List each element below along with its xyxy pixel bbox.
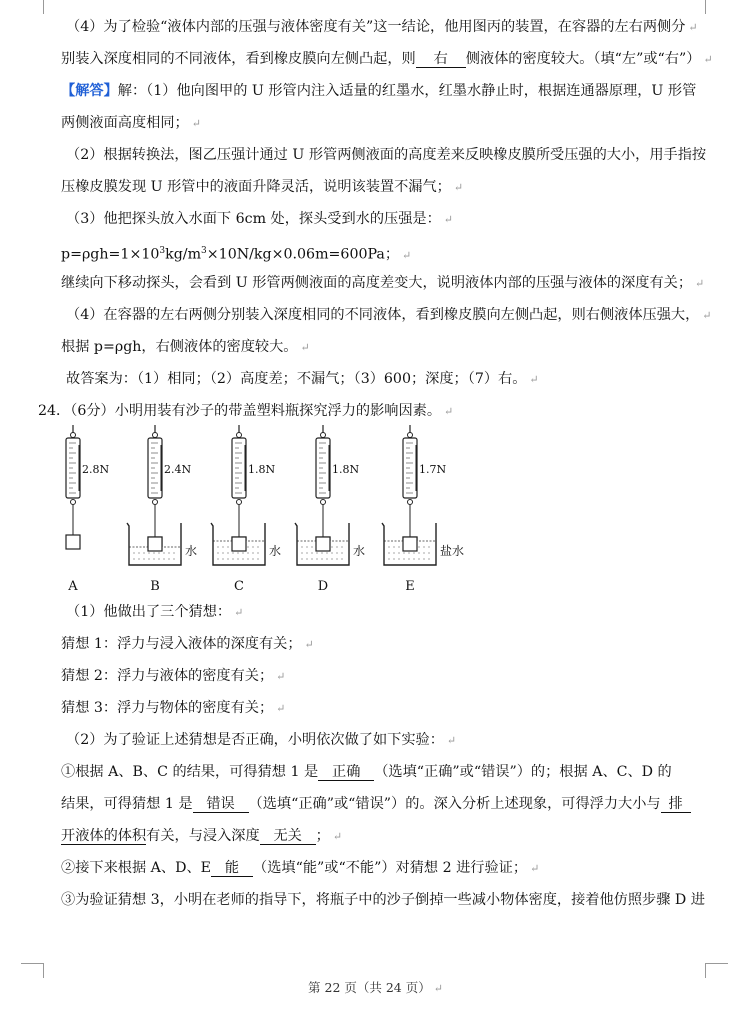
- text-line: （2）根据转换法，图乙压强计通过 U 形管两侧液面的高度差来反映橡皮膜所受压强的大小，用手指按: [66, 147, 707, 163]
- formula-line: $p=\rho gh=1\times 10^3kg/m^3\times 10N/kg\times 0.06m=600Pa$； ↵: [61, 246, 412, 263]
- panel-label: A: [68, 579, 78, 594]
- corner-mark-top-left: [21, 0, 44, 14]
- panel-label: C: [234, 579, 244, 594]
- text-line: （2）为了验证上述猜想是否正确，小明依次做了如下实验： ↵: [66, 732, 457, 748]
- liquid-label: 盐水: [440, 544, 465, 558]
- scale-ring: [71, 433, 76, 438]
- text-line: 【解答】解：（1）他向图甲的 U 形管内注入适量的红墨水，红墨水静止时，根据连通器原理，U 形管: [61, 83, 697, 99]
- bottle-object: [232, 537, 246, 551]
- bottle-object: [316, 537, 330, 551]
- text-line: 结果，可得猜想 1 是 错误 （选填“正确”或“错误”）的。深入分析上述现象，可得浮力大小与 排: [61, 795, 691, 813]
- text-line: 压橡皮膜发现 U 形管中的液面升降灵活，说明该装置不漏气； ↵: [61, 179, 464, 195]
- text-line: 继续向下移动探头，会看到 U 形管两侧液面的高度差变大，说明液体内部的压强与液体的深度有关； ↵: [61, 275, 705, 291]
- answer-blank: 右: [416, 51, 466, 68]
- text-line: 猜想 1：浮力与浸入液体的深度有关； ↵: [61, 636, 314, 652]
- text-line: 开液体的体积有关，与浸入深度 无关 ； ↵: [61, 828, 343, 844]
- liquid-label: 水: [185, 544, 198, 558]
- panel-label: B: [150, 579, 160, 594]
- text-line: ③为验证猜想 3，小明在老师的指导下，将瓶子中的沙子倒掉一些减小物体密度，接着他仿照步骤 D 进: [61, 892, 705, 908]
- corner-mark-bottom-right: [705, 963, 728, 978]
- scale-ring: [408, 433, 413, 438]
- scale-reading: 2.8N: [82, 463, 110, 476]
- answer-blank: 无关: [260, 828, 316, 845]
- solution-tag: 【解答】: [61, 83, 118, 99]
- text-line: 两侧液面高度相同； ↵: [61, 115, 201, 131]
- panel-label: E: [405, 579, 415, 594]
- scale-ring: [153, 433, 158, 438]
- scale-ring: [321, 433, 326, 438]
- answer-blank: 正确: [318, 764, 374, 781]
- scale-lower-ring: [153, 500, 158, 505]
- scale-lower-ring: [237, 500, 242, 505]
- bottle-object: [66, 535, 80, 549]
- liquid-label: 水: [353, 544, 366, 558]
- text-line: ①根据 A、B、C 的结果，可得猜想 1 是 正确 （选填“正确”或“错误”）的；根据 A、C、D 的: [61, 764, 672, 780]
- answer-blank: 错误: [193, 796, 249, 813]
- text-line: 根据 p=ρgh，右侧液体的密度较大。 ↵: [61, 339, 310, 355]
- text-line: （3）他把探头放入水面下 6cm 处，探头受到水的压强是： ↵: [66, 211, 454, 227]
- page-footer: 第 22 页（共 24 页） ↵: [308, 980, 443, 995]
- scale-lower-ring: [408, 500, 413, 505]
- text-line: 别装入深度相同的不同液体，看到橡皮膜向左侧凸起，则 右 侧液体的密度较大。（填“左”或“右”） ↵: [61, 51, 713, 67]
- answer-blank: 排: [661, 796, 691, 813]
- text-line: ②接下来根据 A、D、E 能 （选填“能”或“不能”）对猜想 2 进行验证； ↵: [61, 860, 540, 876]
- corner-mark-top-right: [705, 0, 728, 14]
- scale-lower-ring: [321, 500, 326, 505]
- question-heading: 24．（6分）小明用装有沙子的带盖塑料瓶探究浮力的影响因素。 ↵: [38, 403, 454, 419]
- text-line: （4）在容器的左右两侧分别装入深度相同的不同液体，看到橡皮膜向左侧凸起，则右侧液体压强大， ↵: [66, 307, 712, 323]
- scale-reading: 1.8N: [332, 463, 360, 476]
- bottle-object: [148, 537, 162, 551]
- answer-blank: 能: [211, 860, 253, 877]
- scale-lower-ring: [71, 500, 76, 505]
- text-line: 故答案为：（1）相同；（2）高度差；不漏气；（3）600；深度；（7）右。 ↵: [66, 371, 539, 387]
- text-line: （4）为了检验“液体内部的压强与液体密度有关”这一结论，他用图丙的装置，在容器的左右两侧分 ↵: [66, 19, 698, 35]
- panel-label: D: [317, 579, 329, 594]
- bottle-object: [403, 537, 417, 551]
- scale-reading: 2.4N: [164, 463, 192, 476]
- text-line: （1）他做出了三个猜想： ↵: [66, 604, 244, 620]
- corner-mark-bottom-left: [21, 963, 44, 978]
- text-line: 猜想 2：浮力与液体的密度有关； ↵: [61, 668, 286, 684]
- scale-reading: 1.8N: [248, 463, 276, 476]
- experiment-figure: [55, 425, 475, 595]
- liquid-label: 水: [269, 544, 282, 558]
- scale-reading: 1.7N: [419, 463, 447, 476]
- text-line: 猜想 3：浮力与物体的密度有关； ↵: [61, 700, 286, 716]
- scale-ring: [237, 433, 242, 438]
- answer-blank-continued: 开液体的体积: [61, 828, 147, 844]
